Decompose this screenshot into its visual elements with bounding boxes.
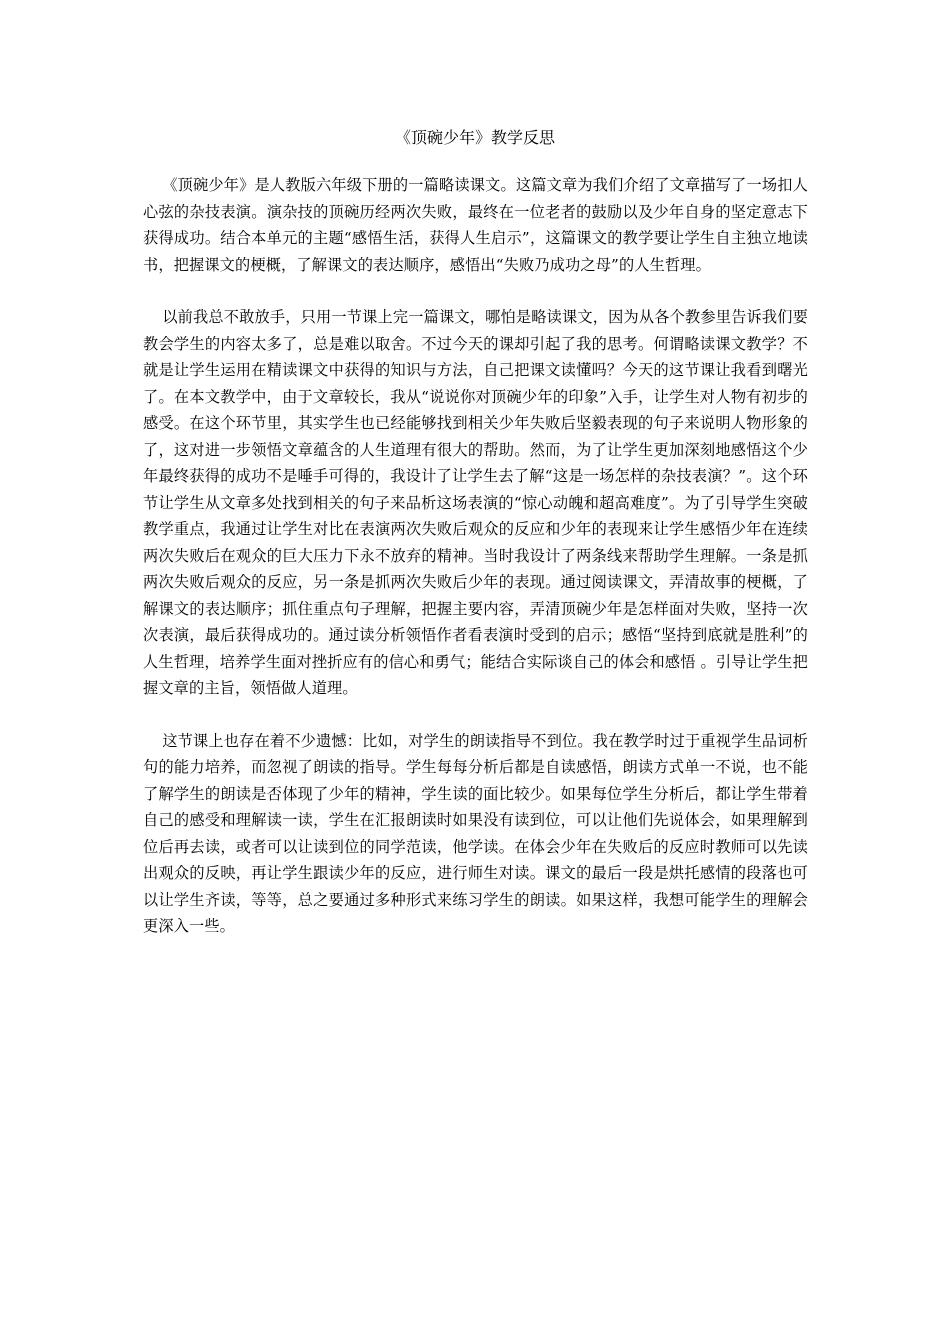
paragraph-1: 《顶碗少年》是人教版六年级下册的一篇略读课文。这篇文章为我们介绍了文章描写了一场扣人心弦的杂技表演。演杂技的顶碗历经两次失败，最终在一位老者的鼓励以及少年自身的坚定意志下获得成功。结合本单元的主题“感悟生活，获得人生启示”，这篇课文的教学要让学生自主独立地读书，把握课文的梗概，了解课文的表达顺序，感悟出“失败乃成功之母”的人生哲理。 [143, 176, 808, 274]
paragraph-2: 以前我总不敢放手，只用一节课上完一篇课文，哪怕是略读课文，因为从各个教参里告诉我们要教会学生的内容太多了，总是难以取舍。不过今天的课却引起了我的思考。何谓略读课文教学？不就是让学生运用在精读课文中获得的知识与方法，自己把课文读懂吗？今天的这节课让我看到曙光了。在本文教学中，由于文章较长，我从“说说你对顶碗少年的印象”入手，让学生对人物有初步的感受。在这个环节里，其实学生也已经能够找到相关少年失败后坚毅表现的句子来说明人物形象的了，这对进一步领悟文章蕴含的人生道理有很大的帮助。然而，为了让学生更加深刻地感悟这个少年最终获得的成功不是唾手可得的，我设计了让学生去了解“这是一场怎样的杂技表演？”。这个环节让学生从文章多处找到相关的句子来品析这场表演的“惊心动魄和超高难度”。为了引导学生突破教学重点，我通过让学生对比在表演两次失败后观众的反应和少年的表现来让学生感悟少年在连续两次失败后在观众的巨大压力下永不放弃的精神。当时我设计了两条线来帮助学生理解。一条是抓两次失败后观众的反应，另一条是抓两次失败后少年的表现。通过阅读课文，弄清故事的梗概，了解课文的表达顺序；抓住重点句子理解，把握主要内容，弄清顶碗少年是怎样面对失败，坚持一次次表演，最后获得成功的。通过读分析领悟作者看表演时受到的启示；感悟“坚持到底就是胜利”的人生哲理，培养学生面对挫折应有的信心和勇气；能结合实际谈自己的体会和感悟 。引导让学生把握文章的主旨，领悟做人道理。 [143, 308, 808, 697]
document-title: 《顶碗少年》教学反思 [394, 128, 555, 147]
paragraph-3: 这节课上也存在着不少遗憾：比如，对学生的朗读指导不到位。我在教学时过于重视学生品词析句的能力培养，而忽视了朗读的指导。学生每每分析后都是自读感悟，朗读方式单一不说，也不能了解学生的朗读是否体现了少年的精神，学生读的面比较少。如果每位学生分析后，都让学生带着自己的感受和理解读一读，学生在汇报朗读时如果没有读到位，可以让他们先说体会，如果理解到位后再去读，或者可以让读到位的同学范读，他学读。在体会少年在失败后的反应时教师可以先读出观众的反映，再让学生跟读少年的反应，进行师生对读。课文的最后一段是烘托感情的段落也可以让学生齐读，等等，总之要通过多种形式来练习学生的朗读。如果这样，我想可能学生的理解会更深入一些。 [143, 731, 808, 935]
document-body [143, 172, 808, 940]
